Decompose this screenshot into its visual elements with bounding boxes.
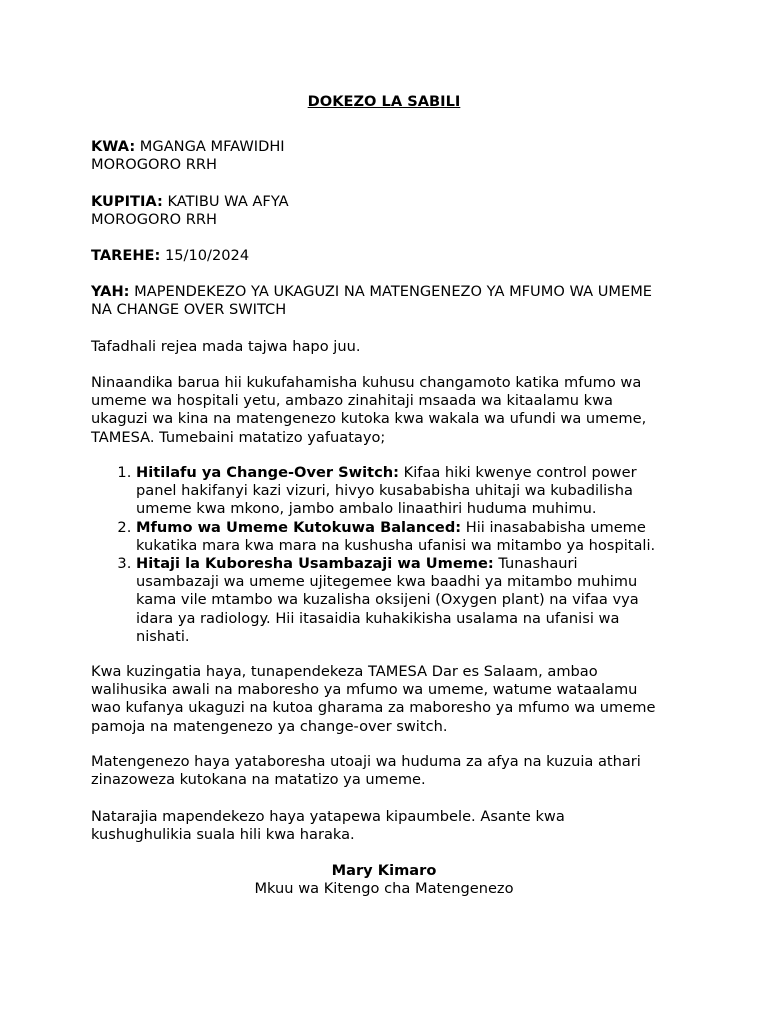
subject-line2: NA CHANGE OVER SWITCH (91, 301, 287, 319)
paragraph-line: walihusika awali na maboresho ya mfumo wa umeme, watume wataalamu (91, 681, 638, 699)
issue-heading: Hitilafu ya Change-Over Switch: (136, 464, 399, 481)
issue-item (136, 555, 691, 646)
subject-block (91, 283, 691, 319)
signature-position: Mkuu wa Kitengo cha Matengenezo (254, 880, 514, 898)
paragraph-line: TAMESA. Tumebaini matatizo yafuatayo; (91, 428, 386, 446)
intro-text: Tafadhali rejea mada tajwa hapo juu. (91, 338, 361, 355)
issue-text: umeme kwa mkono, jambo ambalo linaathiri huduma muhimu. (136, 500, 597, 518)
issue-text: Tunashauri (493, 555, 578, 573)
signature-name: Mary Kimaro (331, 862, 437, 879)
body-paragraph-1 (91, 374, 691, 447)
date-label: TAREHE: (91, 247, 161, 264)
issue-text: panel hakifanyi kazi vizuri, hivyo kusababisha uhitaji wa kubadilisha (136, 482, 633, 500)
issue-text: Hii inasababisha umeme (461, 518, 646, 536)
paragraph-line: wao kufanya ukaguzi na kutoa gharama za maboresho ya mfumo wa umeme (91, 699, 656, 717)
date-value: 15/10/2024 (164, 247, 250, 264)
paragraph-line: zinazoweza kutokana na matatizo ya umeme. (91, 771, 426, 789)
issue-item (136, 464, 691, 519)
date-block (91, 247, 691, 265)
paragraph-line: ukaguzi wa kina na matengenezo kutoka kwa wakala wa ufundi wa umeme, (91, 410, 647, 428)
issues-list (91, 464, 691, 646)
paragraph-line: Kwa kuzingatia haya, tunapendekeza TAMESA Dar es Salaam, ambao (91, 663, 598, 680)
issue-text: Kifaa hiki kwenye control power (399, 464, 637, 481)
signature-block (0, 862, 768, 898)
issue-item (136, 519, 691, 555)
paragraph-line: Matengenezo haya yataboresha utoaji wa huduma za afya na kuzuia athari (91, 753, 641, 770)
to-block (91, 138, 691, 174)
memo-title: DOKEZO LA SABILI (307, 93, 461, 110)
to-place: MOROGORO RRH (91, 156, 218, 174)
subject-line1: MAPENDEKEZO YA UKAGUZI NA MATENGENEZO YA MFUMO WA UMEME (134, 283, 653, 300)
issue-heading: Hitaji la Kuboresha Usambazaji wa Umeme: (136, 555, 494, 573)
body-paragraph-3 (91, 753, 691, 789)
subject-label: YAH: (91, 283, 130, 300)
paragraph-line: umeme wa hospitali yetu, ambazo zinahitaji msaada wa kitaalamu kwa (91, 392, 614, 410)
paragraph-line: Natarajia mapendekezo haya yatapewa kipaumbele. Asante kwa (91, 808, 565, 825)
paragraph-line: pamoja na matengenezo ya change-over switch. (91, 717, 448, 735)
through-name: KATIBU WA AFYA (167, 193, 289, 210)
issue-text: nishati. (136, 627, 190, 645)
to-name: MGANGA MFAWIDHI (139, 138, 285, 155)
closing-paragraph (91, 808, 691, 844)
issue-heading: Mfumo wa Umeme Kutokuwa Balanced: (136, 518, 462, 536)
issue-text: usambazaji wa umeme ujitegemee kwa baadhi ya mitambo muhimu (136, 573, 638, 591)
paragraph-line: kushughulikia suala hili kwa haraka. (91, 826, 355, 844)
issue-text: idara ya radiology. Hii itasaidia kuhakikisha usalama na ufanisi wa (136, 609, 620, 627)
to-label: KWA: (91, 138, 136, 155)
issue-text: kukatika mara kwa mara na kushusha ufanisi wa mitambo ya hospitali. (136, 536, 656, 554)
issue-text: kama vile mtambo wa kuzalisha oksijeni (Oxygen plant) na vifaa vya (136, 591, 639, 609)
body-paragraph-2 (91, 663, 691, 736)
through-place: MOROGORO RRH (91, 211, 218, 229)
through-label: KUPITIA: (91, 193, 163, 210)
through-block (91, 193, 691, 229)
paragraph-line: Ninaandika barua hii kukufahamisha kuhusu changamoto katika mfumo wa (91, 374, 642, 391)
